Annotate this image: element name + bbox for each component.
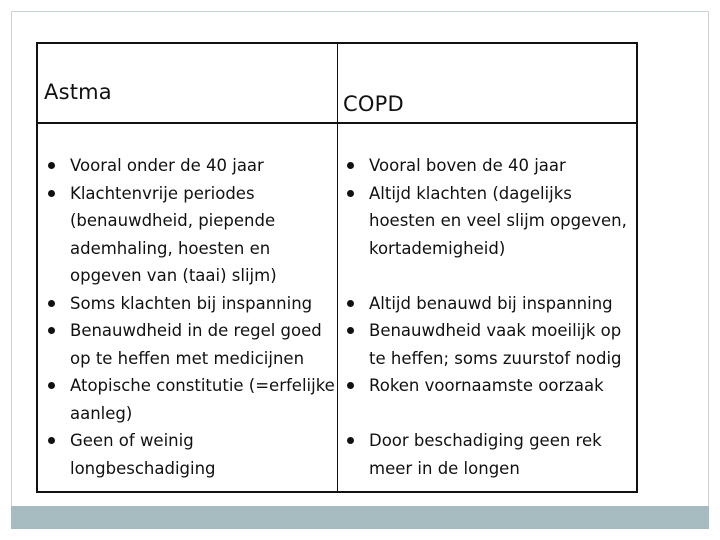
list-item	[343, 152, 638, 180]
bullet-icon	[44, 372, 70, 400]
astma-column	[44, 152, 336, 482]
list-item-text: Geen of weinig longbeschadiging	[70, 431, 216, 478]
footer-bar	[11, 506, 709, 529]
spacer	[343, 400, 638, 428]
list-item-text: Benauwdheid in de regel goed op te heffen met medicijnen	[70, 321, 322, 368]
column-divider	[337, 44, 338, 491]
bullet-icon	[44, 152, 70, 180]
bullet-icon	[44, 317, 70, 345]
bullet-icon	[343, 152, 369, 180]
bullet-icon	[44, 180, 70, 208]
list-item	[44, 372, 336, 427]
list-item	[343, 180, 638, 263]
list-item	[343, 427, 638, 482]
list-item-text: Roken voornaamste oorzaak	[369, 376, 604, 395]
list-item	[44, 180, 336, 290]
list-item	[44, 317, 336, 372]
bullet-icon	[343, 180, 369, 208]
header-row-divider	[38, 122, 636, 124]
bullet-icon	[343, 427, 369, 455]
bullet-icon	[343, 372, 369, 400]
list-item	[44, 427, 336, 482]
spacer	[343, 262, 638, 290]
list-item	[343, 372, 638, 400]
list-item	[343, 290, 638, 318]
list-item-text: Atopische constitutie (=erfelijke aanleg)	[70, 376, 335, 423]
list-item-text: Benauwdheid vaak moeilijk op te heffen; soms zuurstof nodig	[369, 321, 622, 368]
copd-header: COPD	[343, 92, 404, 116]
list-item-text: Klachtenvrije periodes (benauwdheid, piepende ademhaling, hoesten en opgeven van (taai) slijm)	[70, 183, 277, 285]
list-item-text: Altijd benauwd bij inspanning	[369, 293, 613, 313]
list-item	[343, 317, 638, 372]
list-item-text: Soms klachten bij inspanning	[70, 293, 313, 313]
list-item	[44, 290, 336, 318]
bullet-icon	[343, 290, 369, 318]
comparison-table	[36, 42, 638, 493]
list-item-text: Door beschadiging geen rek meer in de longen	[369, 431, 602, 478]
list-item-text: Vooral boven de 40 jaar	[369, 156, 566, 175]
list-item-text: Altijd klachten (dagelijks hoesten en veel slijm opgeven, kortademigheid)	[369, 183, 627, 258]
astma-header: Astma	[44, 80, 112, 104]
bullet-icon	[44, 290, 70, 318]
list-item	[44, 152, 336, 180]
bullet-icon	[44, 427, 70, 455]
list-item-text: Vooral onder de 40 jaar	[70, 156, 264, 175]
copd-column	[343, 152, 638, 482]
bullet-icon	[343, 317, 369, 345]
